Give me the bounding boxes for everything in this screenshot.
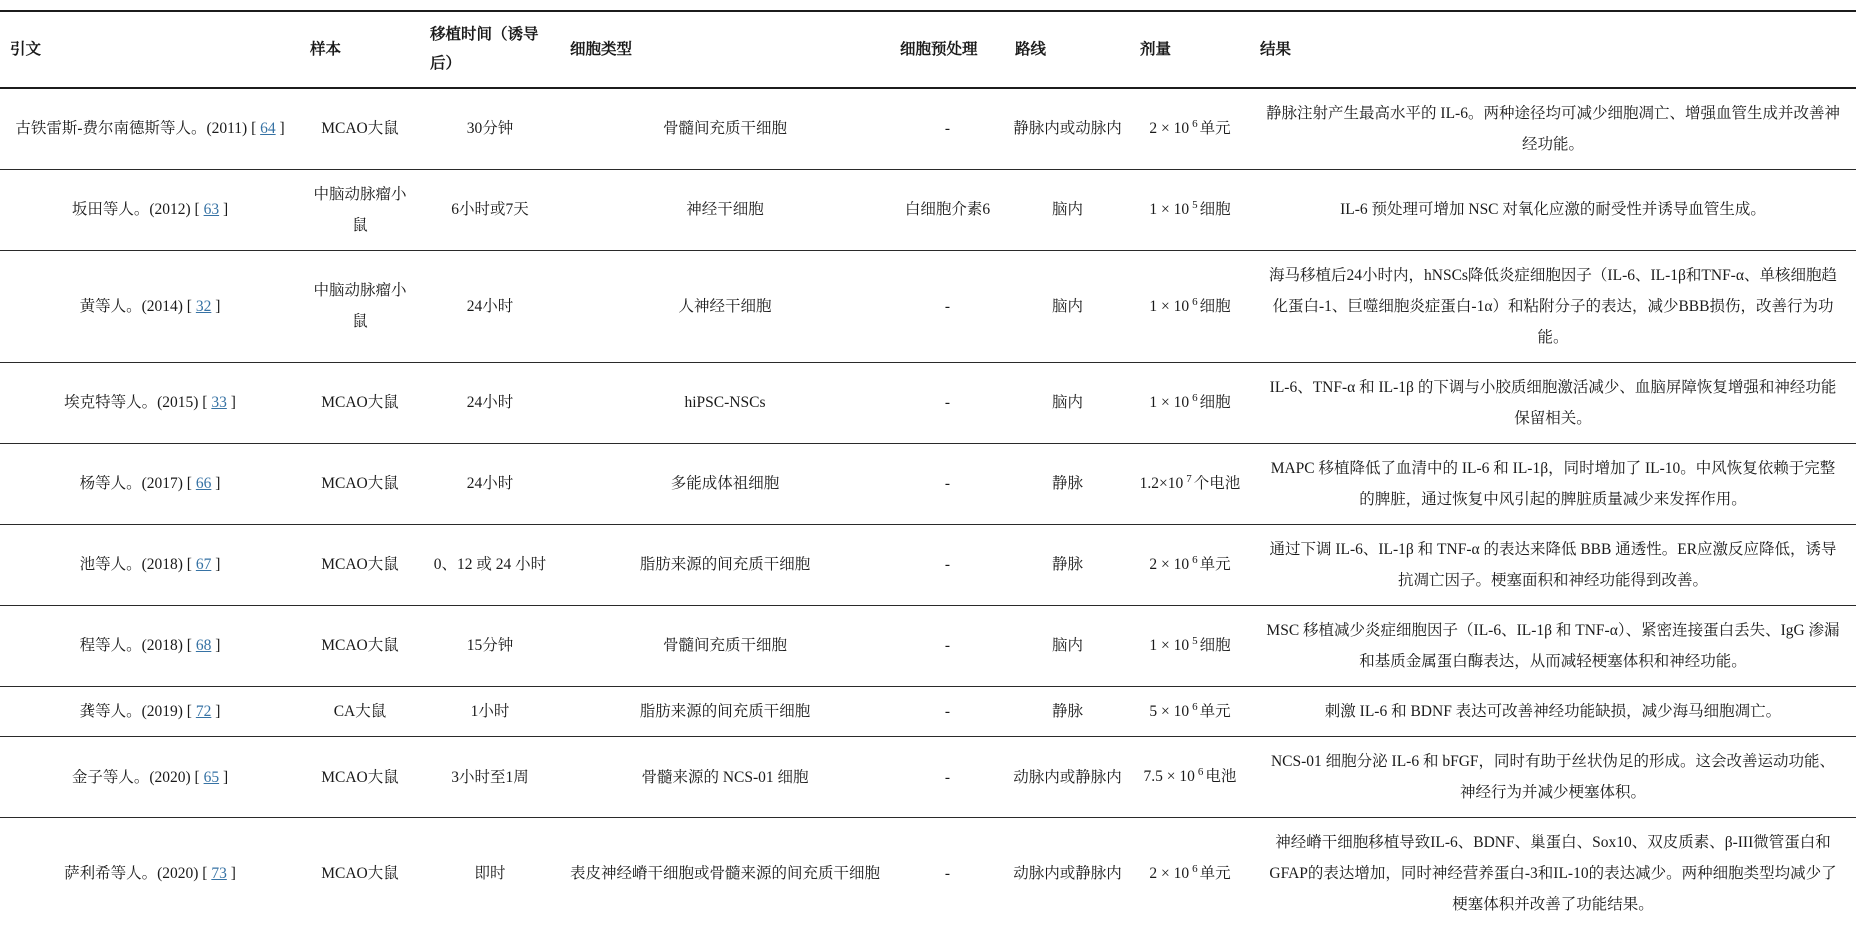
transplant-time-cell: 0、12 或 24 小时 xyxy=(420,524,560,605)
pretreatment-cell: - xyxy=(890,250,1005,362)
dose-base: 1.2×10 xyxy=(1139,475,1184,493)
col-header-sample: 样本 xyxy=(300,11,420,88)
dose-exponent: 6 xyxy=(1197,766,1204,779)
sample-cell: 中脑动脉瘤小鼠 xyxy=(300,169,420,250)
dose-unit: 细胞 xyxy=(1199,394,1231,412)
citation-cell xyxy=(0,443,300,524)
table-row xyxy=(0,524,1856,605)
col-header-citation: 引文 xyxy=(0,11,300,88)
dose-base: 1 × 10 xyxy=(1149,297,1190,315)
reference-link[interactable]: 63 xyxy=(203,201,220,219)
citation-bracket-close: ] xyxy=(211,556,221,574)
pretreatment-cell: - xyxy=(890,686,1005,736)
citation-cell xyxy=(0,362,300,443)
result-cell: 通过下调 IL-6、IL-1β 和 TNF-α 的表达来降低 BBB 通透性。ER应激反应降低，诱导抗凋亡因子。梗塞面积和神经功能得到改善。 xyxy=(1250,524,1856,605)
dose-base: 2 × 10 xyxy=(1149,865,1190,883)
dose-unit: 单元 xyxy=(1199,703,1231,721)
citation-cell xyxy=(0,737,300,818)
cell-type-cell: 骨髓间充质干细胞 xyxy=(560,605,890,686)
citation-cell xyxy=(0,88,300,170)
citation-bracket-close: ] xyxy=(226,865,236,883)
result-cell: 神经嵴干细胞移植导致IL-6、BDNF、巢蛋白、Sox10、双皮质素、β-III微管蛋白和GFAP的表达增加，同时神经营养蛋白-3和IL-10的表达减少。两种细胞类型均减少了梗塞体积并改善了功能结果。 xyxy=(1269,834,1837,914)
pretreatment-cell: - xyxy=(890,524,1005,605)
result-cell: IL-6、TNF-α 和 IL-1β 的下调与小胶质细胞激活减少、血脑屏障恢复增强和神经功能保留相关。 xyxy=(1250,362,1856,443)
dose-unit: 细胞 xyxy=(1199,297,1231,315)
citation-text: 萨利希等人。(2020) [ xyxy=(64,865,212,883)
dose-exponent: 6 xyxy=(1192,862,1198,875)
citation-text: 古铁雷斯-费尔南德斯等人。(2011) [ xyxy=(15,120,261,138)
route-cell: 动脉内或静脉内 xyxy=(1013,865,1122,883)
citation-bracket-close: ] xyxy=(211,702,221,720)
dose-unit: 单元 xyxy=(1199,865,1231,883)
citation-text: 池等人。(2018) [ xyxy=(79,556,196,574)
col-header-transplant-time: 移植时间（诱导后） xyxy=(420,11,560,88)
transplant-time-cell: 3小时至1周 xyxy=(420,737,560,818)
sample-cell: MCAO大鼠 xyxy=(300,443,420,524)
col-header-dose: 剂量 xyxy=(1130,11,1250,88)
pretreatment-cell: - xyxy=(890,605,1005,686)
header-row xyxy=(0,11,1856,88)
dose-exponent: 5 xyxy=(1192,199,1198,212)
col-header-route: 路线 xyxy=(1005,11,1130,88)
citation-bracket-close: ] xyxy=(211,637,221,655)
cell-type-cell: 神经干细胞 xyxy=(560,169,890,250)
cell-type-cell: 多能成体祖细胞 xyxy=(560,443,890,524)
reference-link[interactable]: 64 xyxy=(260,120,276,138)
reference-link[interactable]: 66 xyxy=(195,475,212,493)
route-cell: 静脉 xyxy=(1005,686,1130,736)
citation-bracket-close: ] xyxy=(226,394,236,412)
reference-link[interactable]: 73 xyxy=(211,865,227,883)
pretreatment-cell: 白细胞介素6 xyxy=(890,169,1005,250)
sample-cell: 中脑动脉瘤小鼠 xyxy=(300,250,420,362)
reference-link[interactable]: 67 xyxy=(195,556,212,574)
citation-cell xyxy=(0,818,300,929)
transplant-time-cell: 15分钟 xyxy=(420,605,560,686)
cell-type-cell: hiPSC-NSCs xyxy=(560,362,890,443)
table-row xyxy=(0,605,1856,686)
table-row xyxy=(0,443,1856,524)
citation-cell xyxy=(0,169,300,250)
dose-cell xyxy=(1130,605,1250,686)
cell-type-cell: 表皮神经嵴干细胞或骨髓来源的间充质干细胞 xyxy=(569,865,880,883)
reference-link[interactable]: 33 xyxy=(211,394,227,412)
dose-base: 2 × 10 xyxy=(1149,556,1190,574)
dose-cell xyxy=(1130,169,1250,250)
result-cell: NCS-01 细胞分泌 IL-6 和 bFGF，同时有助于丝状伪足的形成。这会改善运动功能、神经行为并减少梗塞体积。 xyxy=(1250,737,1856,818)
transplant-time-cell: 即时 xyxy=(474,865,506,883)
transplant-time-cell: 24小时 xyxy=(420,362,560,443)
dose-cell xyxy=(1130,737,1250,818)
col-header-cell-type: 细胞类型 xyxy=(560,11,890,88)
dose-exponent: 7 xyxy=(1186,473,1192,486)
dose-exponent: 6 xyxy=(1192,295,1198,308)
dose-cell xyxy=(1130,88,1250,170)
dose-cell xyxy=(1130,250,1250,362)
result-cell: MAPC 移植降低了血清中的 IL-6 和 IL-1β，同时增加了 IL-10。中风恢复依赖于完整的脾脏，通过恢复中风引起的脾脏质量减少来发挥作用。 xyxy=(1250,443,1856,524)
reference-link[interactable]: 32 xyxy=(195,297,212,315)
result-cell: 海马移植后24小时内，hNSCs降低炎症细胞因子（IL-6、IL-1β和TNF-α、单核细胞趋化蛋白-1、巨噬细胞炎症蛋白-1α）和粘附分子的表达，减少BBB损伤，改善行为功能。 xyxy=(1250,250,1856,362)
route-cell: 静脉 xyxy=(1005,443,1130,524)
route-cell: 静脉内或动脉内 xyxy=(1005,88,1130,170)
citation-bracket-close: ] xyxy=(219,201,229,219)
dose-base: 7.5 × 10 xyxy=(1143,768,1195,786)
citation-cell xyxy=(0,605,300,686)
citation-bracket-close: ] xyxy=(275,120,285,138)
citation-bracket-close: ] xyxy=(211,475,221,493)
table-row xyxy=(0,737,1856,818)
dose-unit: 单元 xyxy=(1199,556,1231,574)
route-cell: 动脉内或静脉内 xyxy=(1005,737,1130,818)
dose-base: 1 × 10 xyxy=(1149,394,1190,412)
citation-text: 埃克特等人。(2015) [ xyxy=(64,394,212,412)
sample-cell: MCAO大鼠 xyxy=(321,865,399,883)
dose-cell xyxy=(1130,443,1250,524)
table-row xyxy=(0,818,1856,929)
transplant-time-cell: 6小时或7天 xyxy=(420,169,560,250)
dose-unit: 单元 xyxy=(1199,120,1231,138)
dose-unit: 个电池 xyxy=(1193,475,1241,493)
route-cell: 脑内 xyxy=(1005,362,1130,443)
citation-text: 坂田等人。(2012) [ xyxy=(71,201,204,219)
col-header-pretreatment: 细胞预处理 xyxy=(890,11,1005,88)
table-row xyxy=(0,88,1856,170)
dose-base: 1 × 10 xyxy=(1149,201,1190,219)
citation-cell xyxy=(0,686,300,736)
dose-exponent: 6 xyxy=(1192,392,1198,405)
sample-cell: CA大鼠 xyxy=(300,686,420,736)
col-header-result: 结果 xyxy=(1250,11,1856,88)
dose-base: 1 × 10 xyxy=(1149,637,1190,655)
citation-bracket-close: ] xyxy=(211,297,221,315)
citation-text: 黄等人。(2014) [ xyxy=(79,297,196,315)
sample-cell: MCAO大鼠 xyxy=(300,737,420,818)
table-row xyxy=(0,362,1856,443)
pretreatment-cell: - xyxy=(890,88,1005,170)
transplant-time-cell: 24小时 xyxy=(420,250,560,362)
dose-base: 5 × 10 xyxy=(1149,703,1190,721)
citation-text: 金子等人。(2020) [ xyxy=(71,768,204,786)
pretreatment-cell: - xyxy=(890,443,1005,524)
reference-link[interactable]: 72 xyxy=(195,702,212,720)
route-cell: 脑内 xyxy=(1005,250,1130,362)
cell-type-cell: 脂肪来源的间充质干细胞 xyxy=(560,686,890,736)
route-cell: 脑内 xyxy=(1005,605,1130,686)
dose-unit: 细胞 xyxy=(1199,637,1231,655)
result-cell: MSC 移植减少炎症细胞因子（IL-6、IL-1β 和 TNF-α）、紧密连接蛋白丢失、IgG 渗漏和基质金属蛋白酶表达，从而减轻梗塞体积和神经功能。 xyxy=(1250,605,1856,686)
dose-exponent: 6 xyxy=(1192,118,1198,131)
result-cell: 静脉注射产生最高水平的 IL-6。两种途径均可减少细胞凋亡、增强血管生成并改善神经功能。 xyxy=(1250,88,1856,170)
dose-unit: 细胞 xyxy=(1199,201,1231,219)
transplant-time-cell: 1小时 xyxy=(420,686,560,736)
cell-type-cell: 骨髓间充质干细胞 xyxy=(560,88,890,170)
reference-link[interactable]: 68 xyxy=(195,637,212,655)
pretreatment-cell: - xyxy=(944,865,951,883)
dose-cell xyxy=(1130,524,1250,605)
dose-unit: 电池 xyxy=(1205,768,1237,786)
study-table xyxy=(0,10,1856,929)
dose-cell xyxy=(1130,686,1250,736)
citation-text: 龚等人。(2019) [ xyxy=(79,702,196,720)
result-cell: 刺激 IL-6 和 BDNF 表达可改善神经功能缺损，减少海马细胞凋亡。 xyxy=(1250,686,1856,736)
citation-bracket-close: ] xyxy=(219,768,229,786)
cell-type-cell: 脂肪来源的间充质干细胞 xyxy=(560,524,890,605)
sample-cell: MCAO大鼠 xyxy=(300,605,420,686)
citation-cell xyxy=(0,250,300,362)
cell-type-cell: 人神经干细胞 xyxy=(560,250,890,362)
dose-exponent: 6 xyxy=(1192,700,1198,713)
citation-cell xyxy=(0,524,300,605)
table-row xyxy=(0,686,1856,736)
sample-cell: MCAO大鼠 xyxy=(300,88,420,170)
dose-base: 2 × 10 xyxy=(1149,120,1190,138)
dose-cell xyxy=(1130,818,1250,929)
dose-exponent: 6 xyxy=(1192,554,1198,567)
sample-cell: MCAO大鼠 xyxy=(300,362,420,443)
dose-cell xyxy=(1130,362,1250,443)
sample-cell: MCAO大鼠 xyxy=(300,524,420,605)
result-cell: IL-6 预处理可增加 NSC 对氧化应激的耐受性并诱导血管生成。 xyxy=(1250,169,1856,250)
table-row xyxy=(0,250,1856,362)
route-cell: 脑内 xyxy=(1005,169,1130,250)
reference-link[interactable]: 65 xyxy=(203,768,220,786)
transplant-time-cell: 30分钟 xyxy=(420,88,560,170)
citation-text: 程等人。(2018) [ xyxy=(79,637,196,655)
pretreatment-cell: - xyxy=(890,737,1005,818)
dose-exponent: 5 xyxy=(1192,635,1198,648)
pretreatment-cell: - xyxy=(890,362,1005,443)
citation-text: 杨等人。(2017) [ xyxy=(79,475,196,493)
cell-type-cell: 骨髓来源的 NCS-01 细胞 xyxy=(560,737,890,818)
table-row xyxy=(0,169,1856,250)
route-cell: 静脉 xyxy=(1005,524,1130,605)
transplant-time-cell: 24小时 xyxy=(420,443,560,524)
